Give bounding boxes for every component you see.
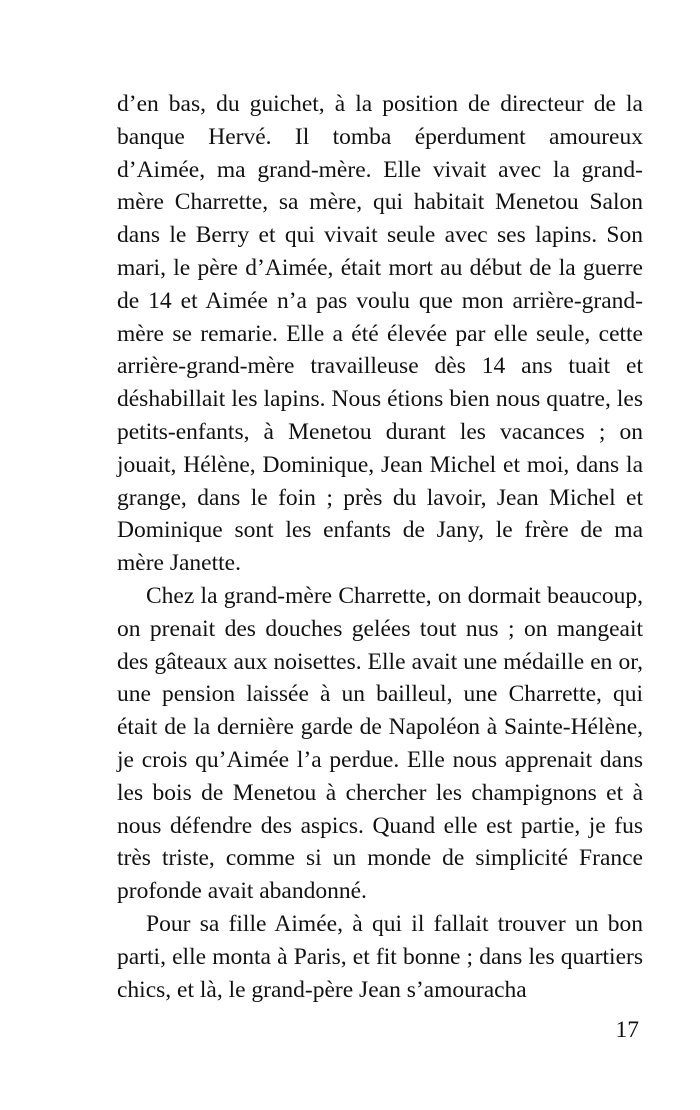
page-number: 17: [615, 1017, 639, 1043]
body-text: [117, 88, 643, 1006]
paragraph-1: d’en bas, du guichet, à la position de directeur de la banque Hervé. Il tomba éperdument amoureux d’Aimée, ma grand-mère. Elle vivait avec la grand-mère Charrette, sa mère, qui habitait Menetou Salon dans le Berry et qui vivait seule avec ses lapins. Son mari, le père d’Aimée, était mort au début de la guerre de 14 et Aimée n’a pas voulu que mon arrière-grand-mère se remarie. Elle a été élevée par elle seule, cette arrière-grand-mère travailleuse dès 14 ans tuait et déshabillait les lapins. Nous étions bien nous quatre, les petits-enfants, à Menetou durant les vacances ; on jouait, Hélène, Dominique, Jean Michel et moi, dans la grange, dans le foin ; près du lavoir, Jean Michel et Dominique sont les enfants de Jany, le frère de ma mère Janette.: [117, 91, 643, 577]
paragraph-2: Chez la grand-mère Charrette, on dormait beaucoup, on prenait des douches gelées tout nus ; on mangeait des gâteaux aux noisettes. Elle avait une médaille en or, une pension laissée à un bailleul, une Charrette, qui était de la dernière garde de Napoléon à Sainte-Hélène, je crois qu’Aimée l’a perdue. Elle nous apprenait dans les bois de Menetou à chercher les champignons et à nous défendre des aspics. Quand elle est partie, je fus très triste, comme si un monde de simplicité France profonde avait abandonné.: [117, 582, 643, 905]
paragraph-3: Pour sa fille Aimée, à qui il fallait trouver un bon parti, elle monta à Paris, et fit bonne ; dans les quartiers chics, et là, le grand-père Jean s’amouracha: [117, 910, 643, 1003]
